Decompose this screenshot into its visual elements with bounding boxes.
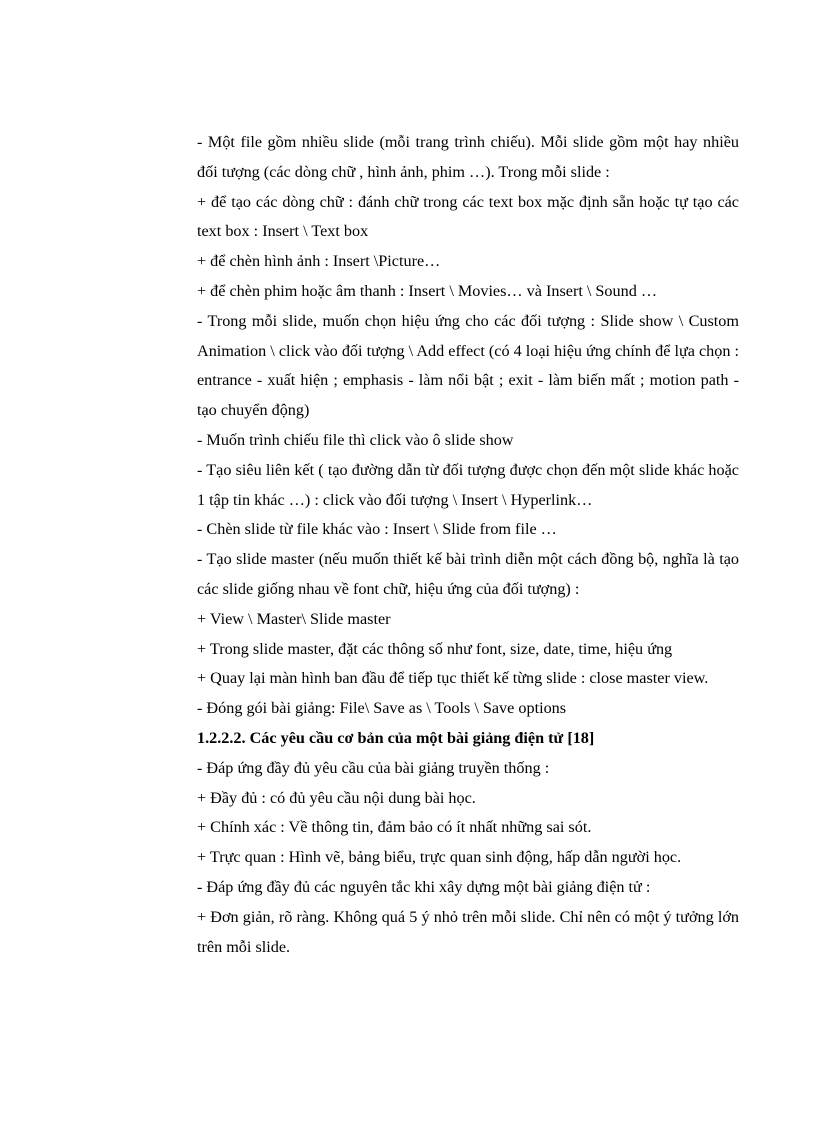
paragraph-close-master: + Quay lại màn hình ban đầu để tiếp tục thiết kế từng slide : close master view. bbox=[197, 669, 709, 688]
paragraph-slide-master: - Tạo slide master (nếu muốn thiết kế bài trình diễn một cách đồng bộ, nghĩa là tạo các slide giống nhau về font chữ, hiệu ứng của đối tượng) : bbox=[197, 550, 739, 598]
paragraph-insert-picture: + để chèn hình ảnh : Insert \Picture… bbox=[197, 252, 441, 271]
section-heading: 1.2.2.2. Các yêu cầu cơ bản của một bài giảng điện tử [18] bbox=[197, 728, 595, 747]
paragraph-simple-clear: + Đơn giản, rõ ràng. Không quá 5 ý nhỏ trên mỗi slide. Chỉ nên có một ý tưởng lớn trên mỗi slide. bbox=[197, 907, 739, 956]
document-page bbox=[197, 128, 739, 962]
paragraph-hyperlink: - Tạo siêu liên kết ( tạo đường dẫn từ đối tượng được chọn đến một slide khác hoặc 1 tập tin khác …) : click vào đối tượng \ Insert \ Hyperlink… bbox=[197, 460, 739, 509]
paragraph-principles: - Đáp ứng đầy đủ các nguyên tắc khi xây dựng một bài giảng điện tử : bbox=[197, 877, 651, 896]
paragraph-file-structure: - Một file gồm nhiều slide (mỗi trang trình chiếu). Mỗi slide gồm một hay nhiều đối tượng (các dòng chữ , hình ảnh, phim …). Trong mỗi slide : bbox=[197, 133, 739, 181]
paragraph-master-settings: + Trong slide master, đặt các thông số như font, size, date, time, hiệu ứng bbox=[197, 639, 673, 658]
paragraph-slide-show: - Muốn trình chiếu file thì click vào ô slide show bbox=[197, 430, 514, 449]
paragraph-slide-from-file: - Chèn slide từ file khác vào : Insert \ Slide from file … bbox=[197, 520, 557, 539]
paragraph-visual: + Trực quan : Hình vẽ, bảng biểu, trực quan sinh động, hấp dẫn người học. bbox=[197, 848, 682, 867]
paragraph-view-master: + View \ Master\ Slide master bbox=[197, 609, 391, 628]
paragraph-accurate: + Chính xác : Về thông tin, đảm bảo có ít nhất những sai sót. bbox=[197, 818, 592, 837]
paragraph-insert-movies: + để chèn phim hoặc âm thanh : Insert \ Movies… và Insert \ Sound … bbox=[197, 281, 658, 300]
paragraph-save-options: - Đóng gói bài giảng: File\ Save as \ Tools \ Save options bbox=[197, 699, 567, 718]
paragraph-text-box: + để tạo các dòng chữ : đánh chữ trong các text box mặc định sẵn hoặc tự tạo các text box : Insert \ Text box bbox=[197, 192, 739, 241]
paragraph-complete: + Đầy đủ : có đủ yêu cầu nội dung bài học. bbox=[197, 788, 476, 807]
paragraph-traditional-requirements: - Đáp ứng đầy đủ yêu cầu của bài giảng truyền thống : bbox=[197, 758, 550, 777]
paragraph-animation: - Trong mỗi slide, muốn chọn hiệu ứng cho các đối tượng : Slide show \ Custom Animation \ click vào đối tượng \ Add effect (có 4 loại hiệu ứng chính để lựa chọn : entrance - xuất hiện ; emphasis - làm nổi bật ; exit - làm biến mất ; motion path - tạo chuyển động) bbox=[197, 311, 739, 420]
